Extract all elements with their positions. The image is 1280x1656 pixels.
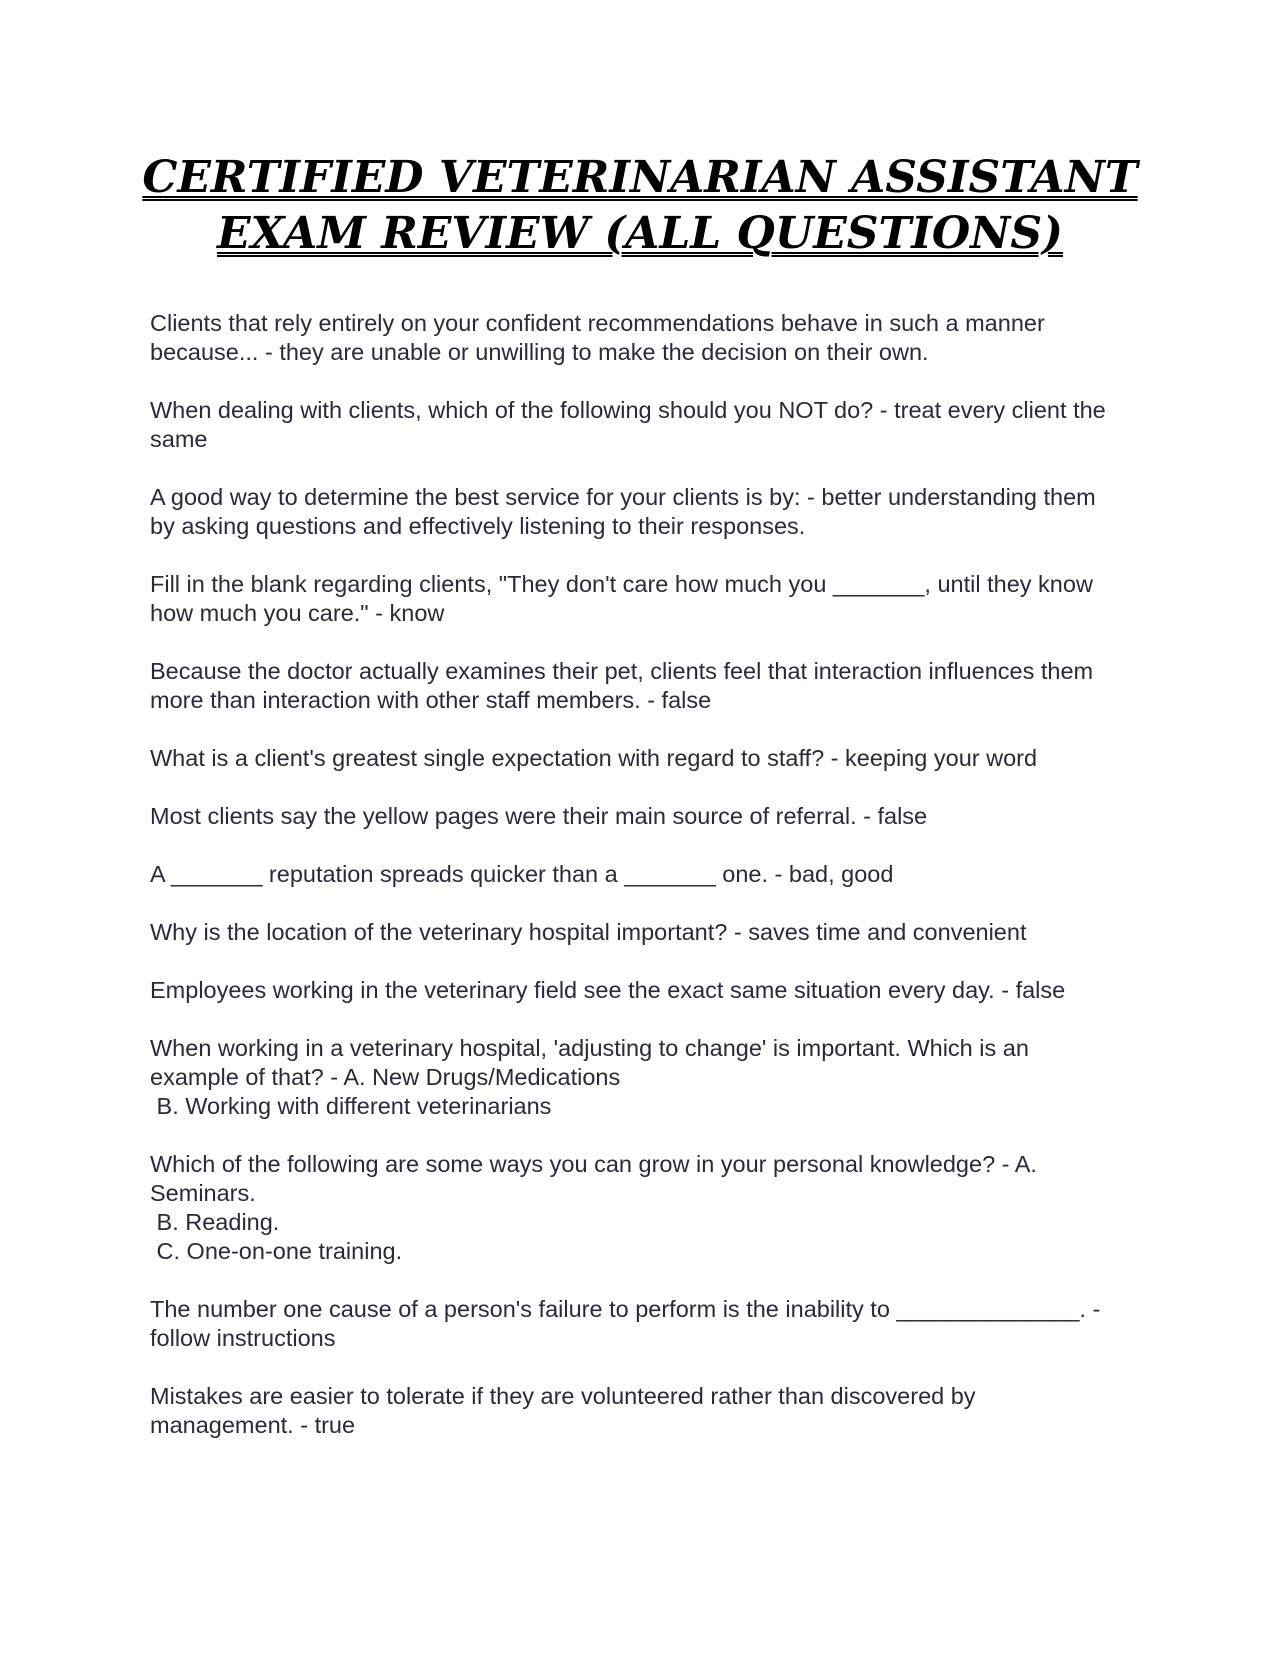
title-line-1: CERTIFIED VETERINARIAN ASSISTANT [142,152,1138,203]
title-line-2: EXAM REVIEW (ALL QUESTIONS) [217,208,1063,259]
question-answer-item: Why is the location of the veterinary hospital important? - saves time and convenient [150,919,1027,945]
question-answer-item: When working in a veterinary hospital, 'adjusting to change' is important. Which is an example of that? - A. New Drugs/Medications B. Working with different veterinarians [150,1035,1029,1119]
question-answer-item: A good way to determine the best service for your clients is by: - better understanding them by asking questions and effectively listening to their responses. [150,484,1103,539]
question-answer-item: When dealing with clients, which of the following should you NOT do? - treat every client the same [150,397,1113,452]
question-answer-item: Mistakes are easier to tolerate if they are volunteered rather than discovered by management. - true [150,1383,983,1438]
question-answer-item: Which of the following are some ways you can grow in your personal knowledge? - A. Seminars. B. Reading. C. One-on-one training. [150,1151,1037,1264]
question-answer-item: Because the doctor actually examines their pet, clients feel that interaction influences them more than interaction with other staff members. - false [150,658,1100,713]
document-title [140,150,1140,262]
question-answer-item: The number one cause of a person's failure to perform is the inability to ______________. - follow instructions [150,1296,1107,1351]
question-answer-item: Employees working in the veterinary field see the exact same situation every day. - false [150,977,1066,1003]
question-answer-item: A _______ reputation spreads quicker than a _______ one. - bad, good [150,861,894,887]
question-answer-item: Most clients say the yellow pages were their main source of referral. - false [150,803,928,829]
question-answer-item: Fill in the blank regarding clients, "They don't care how much you _______, until they know how much you care." - know [150,571,1100,626]
question-answer-item: What is a client's greatest single expectation with regard to staff? - keeping your word [150,745,1038,771]
question-answer-item: Clients that rely entirely on your confident recommendations behave in such a manner because... - they are unable or unwilling to make the decision on their own. [150,310,1052,365]
question-list [150,309,1113,1469]
